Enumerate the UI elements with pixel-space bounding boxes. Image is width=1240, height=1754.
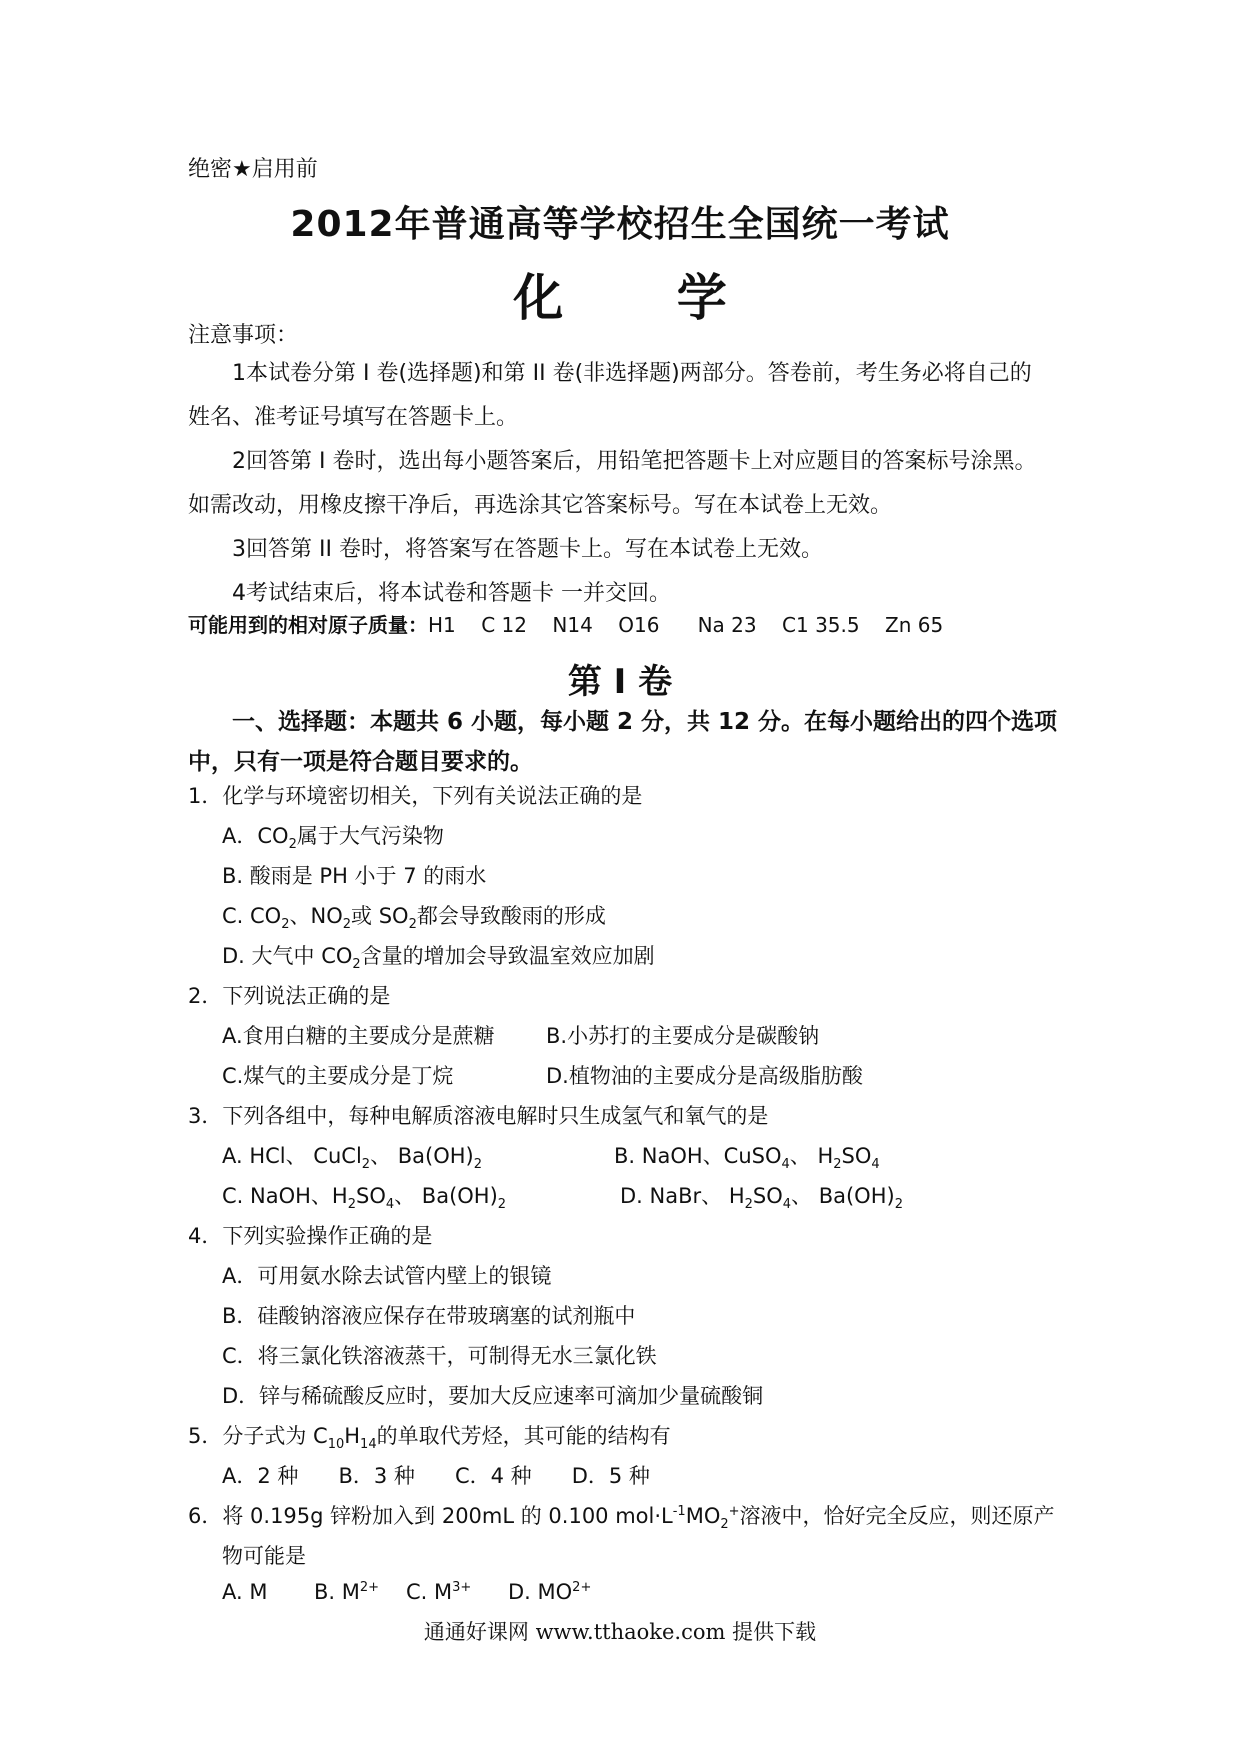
q3d-s1: 2 (744, 1197, 753, 1213)
q3d-s2: 4 (782, 1197, 792, 1213)
q6c-sup: 3+ (452, 1580, 472, 1595)
question-6-stem-line2: 物可能是 (222, 1544, 306, 1568)
question-1-option-d (222, 940, 655, 972)
q3d-2: SO (752, 1184, 783, 1208)
q5-s1: 10 (327, 1437, 345, 1453)
q3a-1: A. HCl、 CuCl (222, 1144, 362, 1168)
notice-item-3 (188, 528, 1068, 572)
question-2-option-c: C.煤气的主要成分是丁烷 (222, 1064, 454, 1088)
q3b-s3: 4 (871, 1157, 880, 1173)
question-1-option-c (222, 900, 606, 932)
question-2-stem: 2．下列说法正确的是 (188, 984, 391, 1008)
q1c-4: 都会导致酸雨的形成 (416, 904, 606, 928)
q3a-s2: 2 (473, 1157, 483, 1173)
q6c: C. M (406, 1580, 453, 1604)
question-3-stem: 3．下列各组中，每种电解质溶液电解时只生成氢气和氧气的是 (188, 1104, 769, 1128)
question-6-stem (188, 1500, 1055, 1532)
q3d-3: 、 Ba(OH) (791, 1184, 895, 1208)
secret-label: 绝密★启用前 (188, 157, 318, 182)
q5-3: 的单取代芳烃，其可能的结构有 (376, 1424, 671, 1448)
volume-title: 第 I 卷 (567, 662, 673, 702)
q3a-2: 、 Ba(OH) (370, 1144, 474, 1168)
question-3-option-a (222, 1140, 482, 1172)
q3c-s3: 2 (497, 1197, 507, 1213)
q1c-2: 、NO (289, 904, 343, 928)
atomic-masses-label: 可能用到的相对原子质量： (188, 613, 428, 637)
question-4-option-b: B．硅酸钠溶液应保存在带玻璃塞的试剂瓶中 (222, 1304, 636, 1328)
q1c-s1: 2 (281, 917, 290, 933)
q6-1: 6．将 0.195g 锌粉加入到 200mL 的 0.100 mol·L (188, 1504, 673, 1528)
q6b-sup: 2+ (359, 1580, 380, 1595)
question-6-option-d (508, 1580, 591, 1604)
notice-item-3-text: 3回答第 II 卷时，将答案写在答题卡上。写在本试卷上无效。 (232, 537, 823, 562)
notice-item-2-line1: 2回答第 I 卷时，选出每小题答案后，用铅笔把答题卡上对应题目的答案标号涂黑。 (232, 449, 1037, 474)
question-1-stem: 1．化学与环境密切相关，下列有关说法正确的是 (188, 784, 643, 808)
question-1-option-b: B. 酸雨是 PH 小于 7 的雨水 (222, 864, 487, 888)
subject-title: 化 学 (513, 269, 775, 327)
question-2-option-d: D.植物油的主要成分是高级脂肪酸 (546, 1064, 863, 1088)
notice-item-1-line1: 1本试卷分第 I 卷(选择题)和第 II 卷(非选择题)两部分。答卷前，考生务必将自己的 (232, 361, 1032, 386)
q1d-post: 含量的增加会导致温室效应加剧 (360, 944, 655, 968)
q3b-1: B. NaOH、CuSO (614, 1144, 782, 1168)
question-3-option-b (614, 1140, 880, 1172)
q6-3: 溶液中，恰好完全反应，则还原产 (739, 1504, 1055, 1528)
q6-sup2: + (728, 1504, 740, 1519)
q3c-2: SO (355, 1184, 386, 1208)
q3b-s2: 2 (833, 1157, 842, 1173)
question-5-stem (188, 1420, 671, 1452)
question-4-option-c: C．将三氯化铁溶液蒸干，可制得无水三氯化铁 (222, 1344, 657, 1368)
q5-2: H (344, 1424, 361, 1448)
q3c-s2: 4 (385, 1197, 395, 1213)
footer-credit: 通通好课网 www.tthaoke.com 提供下载 (423, 1620, 817, 1644)
q1c-3: 或 SO (351, 904, 409, 928)
notice-item-2-line2: 如需改动，用橡皮擦干净后，再选涂其它答案标号。写在本试卷上无效。 (188, 493, 893, 518)
question-2-option-a: A.食用白糖的主要成分是蔗糖 (222, 1024, 495, 1048)
q6d: D. MO (508, 1580, 573, 1604)
q1d-sub: 2 (352, 957, 361, 973)
q3d-s3: 2 (894, 1197, 903, 1213)
question-2-option-b: B.小苏打的主要成分是碳酸钠 (546, 1024, 820, 1048)
q1c-s3: 2 (408, 917, 417, 933)
q6-2: MO (685, 1504, 721, 1528)
q5-1: 5．分子式为 C (188, 1424, 328, 1448)
q6b: B. M (314, 1580, 360, 1604)
q1a-post: 属于大气污染物 (296, 824, 444, 848)
section-intro: 一、选择题：本题共 6 小题，每小题 2 分，共 12 分。在每小题给出的四个选项中，只有一项是符合题目要求的。 (188, 709, 1058, 775)
q5-s2: 14 (360, 1437, 377, 1453)
notice-item-4-text: 4考试结束后，将本试卷和答题卡 一并交回。 (232, 581, 671, 606)
q3c-1: C. NaOH、H (222, 1184, 348, 1208)
q1c-1: C. CO (222, 904, 282, 928)
question-3-option-c (222, 1180, 506, 1212)
question-6-option-b (314, 1580, 379, 1604)
q6-sub: 2 (720, 1517, 729, 1533)
exam-title: 2012年普通高等学校招生全国统一考试 (290, 204, 950, 245)
question-3-option-d (620, 1180, 903, 1212)
q3c-s1: 2 (347, 1197, 356, 1213)
notice-item-1 (188, 352, 1068, 440)
question-6-option-a: A. M (222, 1580, 268, 1604)
q3d-1: D. NaBr、 H (620, 1184, 745, 1208)
notice-item-2 (188, 440, 1068, 528)
question-6-option-c (406, 1580, 471, 1604)
q1a-pre: A．CO (222, 824, 289, 848)
q3b-3: SO (841, 1144, 872, 1168)
question-4-stem: 4．下列实验操作正确的是 (188, 1224, 433, 1248)
q6d-sup: 2+ (572, 1580, 592, 1595)
q1c-s2: 2 (342, 917, 352, 933)
question-1-option-a (222, 820, 444, 852)
q1d-pre: D. 大气中 CO (222, 944, 353, 968)
q3b-s1: 4 (781, 1157, 790, 1173)
atomic-masses (188, 609, 943, 638)
q1a-sub: 2 (288, 837, 297, 853)
notice-heading: 注意事项： (188, 323, 299, 348)
atomic-masses-values: H1 C 12 N14 O16 Na 23 C1 35.5 Zn 65 (428, 613, 944, 637)
q3a-s1: 2 (361, 1157, 371, 1173)
notice-item-1-line2: 姓名、准考证号填写在答题卡上。 (188, 405, 519, 430)
q6-sup1: -1 (672, 1504, 686, 1519)
question-4-option-a: A．可用氨水除去试管内壁上的银镜 (222, 1264, 552, 1288)
question-5-options: A．2 种 B．3 种 C．4 种 D．5 种 (222, 1464, 650, 1488)
q3b-2: 、 H (789, 1144, 834, 1168)
q3c-3: 、 Ba(OH) (394, 1184, 498, 1208)
question-4-option-d: D．锌与稀硫酸反应时，要加大反应速率可滴加少量硫酸铜 (222, 1384, 764, 1408)
